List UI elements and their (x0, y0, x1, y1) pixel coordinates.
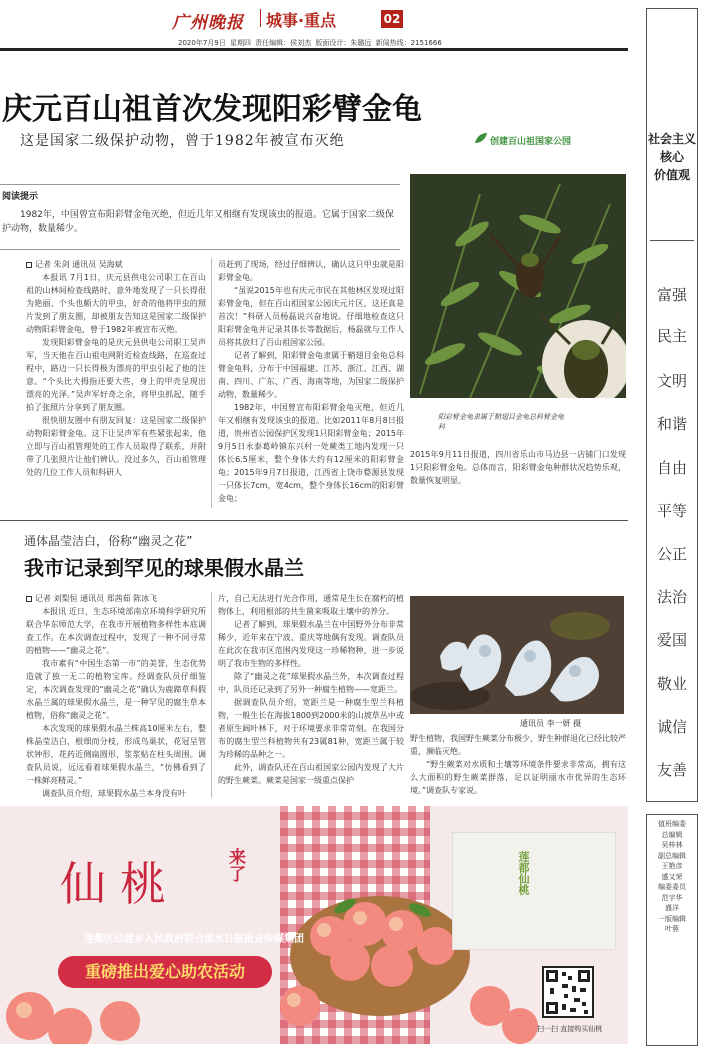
ghost-flower-caption: 通讯员 李一妍 摄 (520, 719, 582, 728)
qr-code[interactable] (542, 966, 594, 1018)
paragraph: 本报讯 7月1日，庆元县供电公司职工在百山祖的山林间检查线路时，意外地发现了一只长得很为艳丽、个头也颇大的甲虫，好奇的他将甲虫的照片发到了朋友圈，却被朋友告知这是国家二级保护动物阳彩臂金龟，曾于1982年被宣布灭绝。 (26, 273, 206, 334)
park-logo: 创建百山祖国家公园 (490, 137, 572, 147)
page-number: 02 (381, 10, 403, 28)
paragraph: 2015年9月11日报道，四川省乐山市马边县一店铺门口发现1只阳彩臂金龟。总体而言，阳彩臂金龟种群状况趋势乐观，数量恢复明显。 (410, 450, 626, 485)
credit-line: 值班编委 (658, 820, 686, 828)
gift-box (452, 832, 616, 950)
credit-line: 王艳彦 (661, 862, 683, 870)
paragraph: 记者了解到，阳彩臂金龟隶属于鞘翅目金龟总科臂金龟科，分布于中国福建、江苏、浙江、江西、湖南、四川、广东、广西、海南等地，为国家二级保护动物，数量稀少。 (218, 351, 404, 399)
gift-box-label: 莲都仙桃 (517, 851, 530, 895)
ghost-flower-image (410, 596, 624, 714)
paragraph: 发现阳彩臂金龟的是庆元县供电公司职工吴声军，当天他在百山祖电网附近检查线路，在巡查过程中，路边一只长得极为漂亮的甲虫引起了他的注意。“个头比大拇指还要大些，身上的甲壳呈现出漂亮的光泽。”吴声军好奇之余，将甲虫抓起，随手拍了张照片分享到了朋友圈。 (26, 338, 206, 412)
story2-column-2 (218, 592, 404, 787)
story1-column-3 (410, 448, 626, 487)
divider (0, 184, 400, 185)
core-value: 友善 (656, 761, 687, 779)
paragraph: 很快朋友圈中有朋友回复：这是国家二级保护动物阳彩臂金龟。这下让吴声军有些紧张起来，他立即与百山祖管理处的工作人员取得了联系，并附带了几张照片让他们辨认。没过多久，百山祖管理处的几位工作人员和科研人 (26, 416, 206, 477)
credit-line: 总编辑 (661, 830, 683, 839)
core-value: 平等 (656, 502, 687, 520)
core-value: 富强 (656, 286, 687, 304)
paragraph: 调查队员介绍，球果假水晶兰本身没有叶 (42, 789, 186, 798)
credit-line: 吴梓林 (661, 841, 683, 849)
paragraph: 片，自己无法进行光合作用，通常是生长在腐朽的植物体上，利用根部的共生菌来吸取土壤中的养分。 (218, 594, 404, 616)
column-divider (211, 258, 212, 508)
core-value: 敬业 (656, 675, 687, 693)
core-values-title: 社会主义 核心 价值观 (647, 132, 696, 182)
core-value: 民主 (656, 327, 687, 345)
paragraph: “虽说2015年也有庆元市民在其他林区发现过阳彩臂金龟，但在百山祖国家公园庆元片区，这还真是首次！”科研人员杨磊说兴奋地说。仔细地检查这只阳彩臂金龟并记录其体长等数据后，杨磊就与工作人员将其放归了百山祖国家公园。 (218, 286, 404, 347)
paragraph: 员赶到了现场，经过仔细辨认，确认这只甲虫就是阳彩臂金龟。 (218, 260, 404, 282)
paragraph: 野生植物，我国野生蕨菜分布极少，野生种群退化已经比较严重，濒临灭绝。 (410, 734, 626, 756)
qr-code-icon (544, 968, 592, 1016)
ad-banner[interactable]: 重磅推出爱心助农活动 (58, 956, 272, 988)
read-tips-text: 1982年，中国曾宣布阳彩臂金龟灭绝，但近几年又相继有发现该虫的报道。它属于国家二级保护动物，数量稀少。 (2, 210, 394, 234)
ad-title: 仙桃 (60, 857, 180, 911)
credit-line: 盛洋 (665, 904, 679, 912)
paragraph: 我市素有“中国生态第一市”的美誉，生态优势造就了独一无二的植物宝库。经调查队员仔细鉴定，本次调查发现的“幽灵之花”确认为鹿蹄草科假水晶兰属的球果假水晶兰，是一种罕见的腐生草本植物，俗称“幽灵之花”。 (26, 659, 206, 720)
credit-line: 一版编辑 (658, 914, 686, 923)
paper-logo: 广州晚报 (172, 13, 244, 33)
paragraph: 此外，调查队还在百山祖国家公园内发现了大片的野生蕨菜。蕨菜是国家一级重点保护 (218, 763, 404, 785)
masthead-divider (260, 9, 261, 27)
read-tips-title: 阅读提示 (2, 192, 39, 202)
story2-column-3 (410, 732, 626, 797)
masthead-info: 2020年7月9日 星期四 责任编辑：侯刘杰 版面设计：朱璐远 新闻热线：2151666 (178, 39, 442, 47)
ad-organizer: 莲都区仙渡乡人民政府联合丽水日报报业传媒集团 (84, 934, 304, 945)
credit-line: 叶蓉 (665, 925, 679, 933)
peach-advertisement[interactable] (0, 806, 628, 1044)
park-leaf-icon (474, 132, 488, 144)
ghost-flower-photo[interactable] (410, 596, 624, 714)
core-value: 爱国 (656, 631, 687, 649)
story1-column-2 (218, 258, 404, 505)
ad-subtitle: 来了 (225, 848, 245, 882)
story1-headline[interactable]: 庆元百山祖首次发现阳彩臂金龟 (2, 92, 422, 127)
credit-line: 副总编辑 (658, 851, 686, 860)
column-divider (211, 592, 212, 798)
story1-subheadline: 这是国家二级保护动物，曾于1982年被宣布灭绝 (20, 133, 345, 149)
fern-image (410, 174, 626, 398)
core-value: 诚信 (656, 718, 687, 736)
paragraph: 本报讯 近日，生态环境部南京环境科学研究所联合华东师范大学，在我市开展植物多样性本底调查工作。在本次调查过程中，发现了一种不同寻常的植物——“幽灵之花”。 (26, 607, 206, 655)
paragraph: 除了“幽灵之花”球果假水晶兰外，本次调查过程中，队员还记录到了另外一种腐生植物——宽距兰。 (218, 672, 404, 694)
core-value: 文明 (656, 372, 687, 390)
core-value: 和谐 (656, 415, 687, 433)
story1-byline: 记者 朱剑 通讯员 吴海斌 (26, 258, 206, 271)
paragraph: “野生蕨菜对水质和土壤等环境条件要求非常高，拥有这么大面积的野生蕨菜群落，足以证明丽水市优异的生态环境。”调查队专家说。 (410, 760, 626, 795)
story-divider (0, 520, 628, 521)
paragraph: 本次发现的球果假水晶兰株高10厘米左右，整株晶莹洁白，根细而分枝，形成鸟巢状，花冠呈管状钟形，花药近侧扁圆形，浆浆贴在柱头周围。调查队员说，远远看着球果假水晶兰，“仿佛看到了一株鲜亮精灵。” (26, 724, 206, 785)
section-title: 城事·重点 (266, 11, 337, 30)
paragraph: 1982年，中国曾宣布阳彩臂金龟灭绝，但近几年又相继有发现该虫的报道。比如2011年8月8日报道，贵州省公园保护区发现1只阳彩臂金龟；2015年9月5日永泰葛岭镇东兴村一处蕨类工地内发现一只体长6.5厘米，整个身体大约有12厘米的阳彩臂金龟；2015年9月7日报道，江西省上饶市婺源县发现一只体长7cm，宽4cm，整个身体长16cm的阳彩臂金龟； (218, 403, 404, 503)
beetle-photo[interactable] (410, 174, 626, 398)
story2-headline[interactable]: 我市记录到罕见的球果假水晶兰 (24, 556, 304, 580)
sidebar-rule (650, 240, 694, 241)
ad-footer: 扫一扫 直接购买仙桃 (537, 1025, 603, 1033)
story1-column-1 (26, 258, 206, 479)
core-value: 自由 (656, 459, 687, 477)
masthead-rule (0, 48, 628, 51)
credit-line: 编委委员 (658, 883, 686, 891)
editor-credits (646, 814, 698, 1046)
divider (0, 249, 400, 250)
paragraph: 据调查队员介绍，宽距兰是一种腐生型兰科植物，一般生长在海拔1800到2000米的山坡草丛中或者原生阔叶林下，对于环境要求非常苛刻。在我国分布的腐生型兰科植物共有23属81种，宽距兰属于较为珍稀的品种之一。 (218, 698, 404, 759)
paragraph: 记者了解到，球果假水晶兰在中国野外分布非常稀少，近年来在宁波、重庆等地偶有发现。调查队员在此次在我市区范围内发现这一珍稀物种，进一步说明了我市生物的多样性。 (218, 620, 404, 668)
credit-line: 盛又荣 (661, 872, 683, 881)
core-value: 法治 (656, 588, 687, 606)
credit-line: 范宇华 (661, 893, 683, 902)
story2-byline: 记者 刘梨恒 通讯员 郑茜茹 陈冰飞 (26, 592, 206, 605)
beetle-photo-caption: 阳彩臂金龟隶属于鞘翅目金龟总科臂金龟科 (438, 413, 564, 431)
core-value: 公正 (656, 545, 687, 563)
story2-subheadline: 通体晶莹洁白，俗称“幽灵之花” (24, 534, 193, 548)
story2-column-1 (26, 592, 206, 800)
